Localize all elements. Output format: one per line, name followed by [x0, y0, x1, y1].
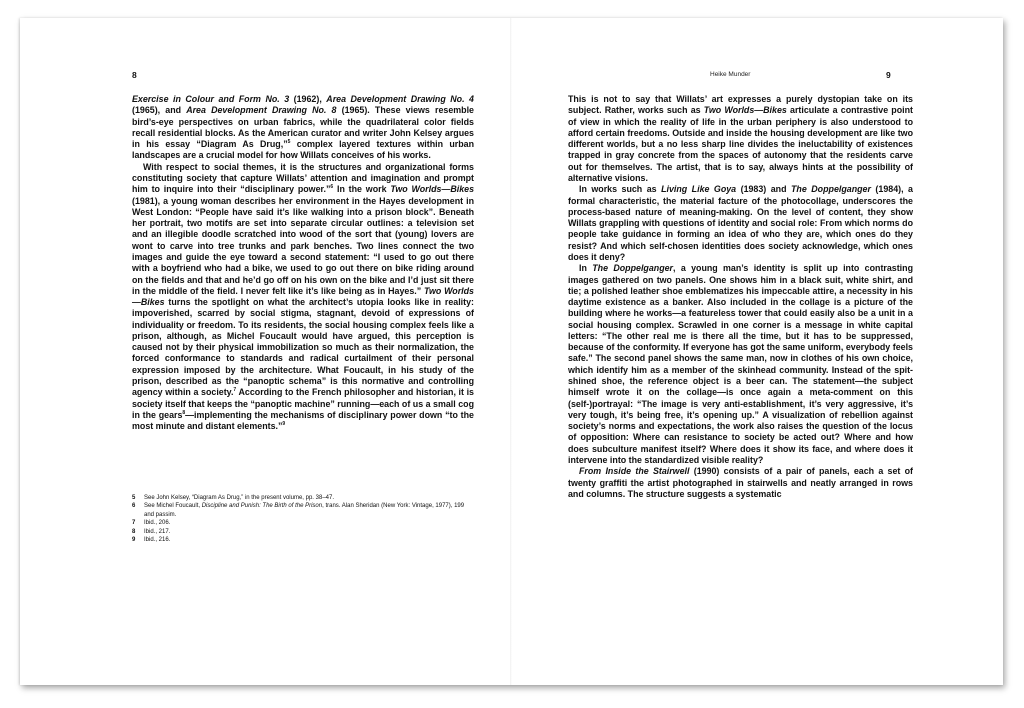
text-run: With respect to social themes, it is the structures and organizational forms constituting society that capture Willats’ attention and imagination and prompt him to inquire into their “disciplinary power.”: [132, 161, 474, 195]
footnote-ref: 7: [233, 387, 237, 394]
footnote-text: [144, 536, 472, 544]
italic-title: Exercise in Colour and Form No. 3: [132, 94, 290, 104]
body-paragraph: [132, 94, 474, 162]
text-run: complex layered textures within urban landscapes are a crucial model for how Willats conceives of his works.: [132, 139, 474, 161]
text-run: According to the French philosopher and historian, it is society itself that keeps the “panoptic machine” running—each of us a small cog in the gears: [132, 387, 474, 420]
text-run: , a young man’s identity is split up into contrasting images gathered on two panels. One shows him in a black suit, white shirt, and tie; a polished leather shoe emblematizes his impeccable attire, a necessity in his daytime existence as a banker. Also included in the collage is a picture of the building where he works—a featureless tower that could easily also be a unit in a social housing complex. Scrawled in one corner is a message in white capital letters: “The other real me is there all the time, but it has to be suppressed, because of the conformity. If everyone has got the same uniform, everybody feels safe.” The second panel shows the same man, now in clothes of his own choice, which identify him as a member of the skinhead community. Instead of the spit-shined shoe, the reference object is a beer can. The statement—the subject himself wrote it on the collage—is once again a meta-comment on this (self-)portrayal: “The image is very anti-establishment, it’s very aggressive, it’s very tough, it’s being free, it’s opening up.” A visualization of rebellion against society’s norms and expectations, the work also raises the question of the locus of opposition: Where can resistance to society be acted out? Where and how does subculture manifest itself? Where does it show its face, and where does it intervene into the standardized visible reality?: [568, 263, 913, 465]
gutter: [510, 18, 512, 685]
footnote: [132, 528, 472, 536]
italic-title: Area Development Drawing No. 4: [326, 94, 474, 104]
text-run: Ibid., 216.: [144, 537, 171, 544]
left-body-text: [132, 94, 474, 432]
text-run: (1990) consists of a pair of panels, each a set of twenty graffiti the artist photographed in stairwells and neatly arranged in rows and columns. The structure suggests a systematic: [568, 466, 914, 499]
text-run: In works such as: [579, 184, 662, 195]
footnote-number: 6: [132, 503, 136, 510]
text-run: In the work: [333, 184, 391, 195]
footnote-text: [144, 528, 472, 536]
body-paragraph: [132, 162, 474, 433]
text-run: —implementing the mechanisms of disciplinary power down “to the most minute and distant elements.”: [132, 409, 474, 432]
text-run: (1962),: [289, 94, 327, 104]
italic-title: Area Development Drawing No. 8: [186, 105, 337, 116]
text-run: (1984), a formal characteristic, the material facture of the photocollage, underscores the process-based nature of meaning-making. On the level of content, they show Willats grappling with questions of identity and social role: From which norms do people take guidance in forming an idea of who they are, which ones do they resist? And which self-chosen identities does society acknowledge, which ones does it deny?: [568, 184, 913, 262]
text-run: See Michel Foucault,: [144, 503, 202, 510]
italic-title: Two Worlds—Bikes: [703, 105, 787, 116]
footnote: [132, 536, 472, 544]
footnote-ref: 8: [182, 409, 186, 416]
text-run: , trans. Alan Sheridan (New York: Vintage, 1977), 199 and passim.: [144, 503, 465, 518]
footnote: [132, 519, 472, 527]
italic-title: Two Worlds—Bikes: [390, 184, 475, 195]
left-page-number: 8: [132, 70, 137, 80]
footnote-number: 5: [132, 495, 136, 501]
italic-title: Living Like Goya: [661, 184, 737, 195]
text-run: This is not to say that Willats’ art expresses a purely dystopian take on its subject. Rather, works such as: [568, 94, 913, 116]
body-paragraph: [568, 94, 913, 184]
footnote-text: [144, 502, 472, 519]
text-run: Ibid., 217.: [144, 528, 171, 535]
italic-title: Discipline and Punish: The Birth of the Prison: [201, 503, 323, 510]
right-page-number: 9: [886, 70, 891, 80]
text-run: Ibid., 206.: [144, 520, 171, 527]
footnote-text: [144, 494, 472, 502]
text-run: See John Kelsey, “Diagram As Drug,” in the present volume, pp. 38–47.: [144, 495, 334, 501]
footnote-ref: 5: [287, 139, 291, 146]
italic-title: The Doppelganger: [791, 184, 871, 195]
italic-title: Two Worlds—Bikes: [132, 285, 474, 308]
italic-title: From Inside the Stairwell: [579, 466, 690, 477]
text-run: turns the spotlight on what the architect’s utopia looks like in reality: impoverished, scarred by social stigma, stagnant, devoid of expressions of individuality or freedom. To its residents, the social housing complex feels like a prison, although, as Michel Foucault would have argued, this perception is caused not by their physical immobilization so much as their normalization, the forced conformance to standards and radical curtailment of their personal expression imposed by the architecture. What Foucault, in his study of the prison, described as the “panoptic schema” is this normative and controlling agency within a society.: [132, 297, 474, 398]
text-run: (1983) and: [736, 184, 792, 195]
book-spread: [20, 18, 1003, 685]
body-paragraph: [568, 184, 913, 263]
body-paragraph: [568, 263, 913, 466]
text-run: (1981), a young woman describes her environment in the Hayes development in West London: “People have said it’s like walking into a prison block”. Beneath her portrait, two motifs are set into separate circular outlines: a television set and an illegible doodle scratched into wood of the sort that (young) lovers are wont to carve into tree trunks and park benches. Two lines connect the two images and guide the eye toward a second statement: “I used to go out there with a boyfriend who had a bike, we used to go out there on bike riding around on the fields and that and he’d go off on his own on the bike and I’d just sit there in the middle of the field. I never felt like it’s like being as in Hayes.”: [132, 195, 474, 296]
footnote: [132, 494, 472, 502]
text-run: In: [579, 263, 593, 274]
footnote-ref: 9: [282, 421, 286, 428]
footnote-number: 8: [132, 528, 136, 535]
footnote: [132, 502, 472, 519]
running-head: Heike Munder: [710, 71, 751, 78]
italic-title: The Doppelganger: [592, 263, 674, 274]
text-run: (1965), and: [132, 105, 187, 116]
body-paragraph: [568, 466, 913, 500]
footnotes: [132, 494, 472, 544]
footnote-text: [144, 519, 472, 527]
text-run: articulate a contrastive point of view in which the reality of life in the urban periphery is also understood to afford certain freedoms. Outside and inside the housing development are like two different worlds, but a no less sharp line divides the ineluctability of existences trapped in gray concrete from the spaces of autonomy that the residents carve out for themselves. The artist, that is to say, always hints at the possibility of alternative visions.: [568, 105, 913, 183]
right-body-text: [568, 94, 913, 500]
footnote-number: 7: [132, 520, 136, 527]
text-run: (1965). These views resemble bird’s-eye perspectives on urban fabrics, while the quadrilateral color fields recall residential blocks. As the American curator and writer John Kelsey argues in his essay “Diagram As Drug,”: [132, 105, 474, 150]
footnote-number: 9: [132, 537, 136, 544]
footnote-ref: 6: [330, 184, 334, 191]
